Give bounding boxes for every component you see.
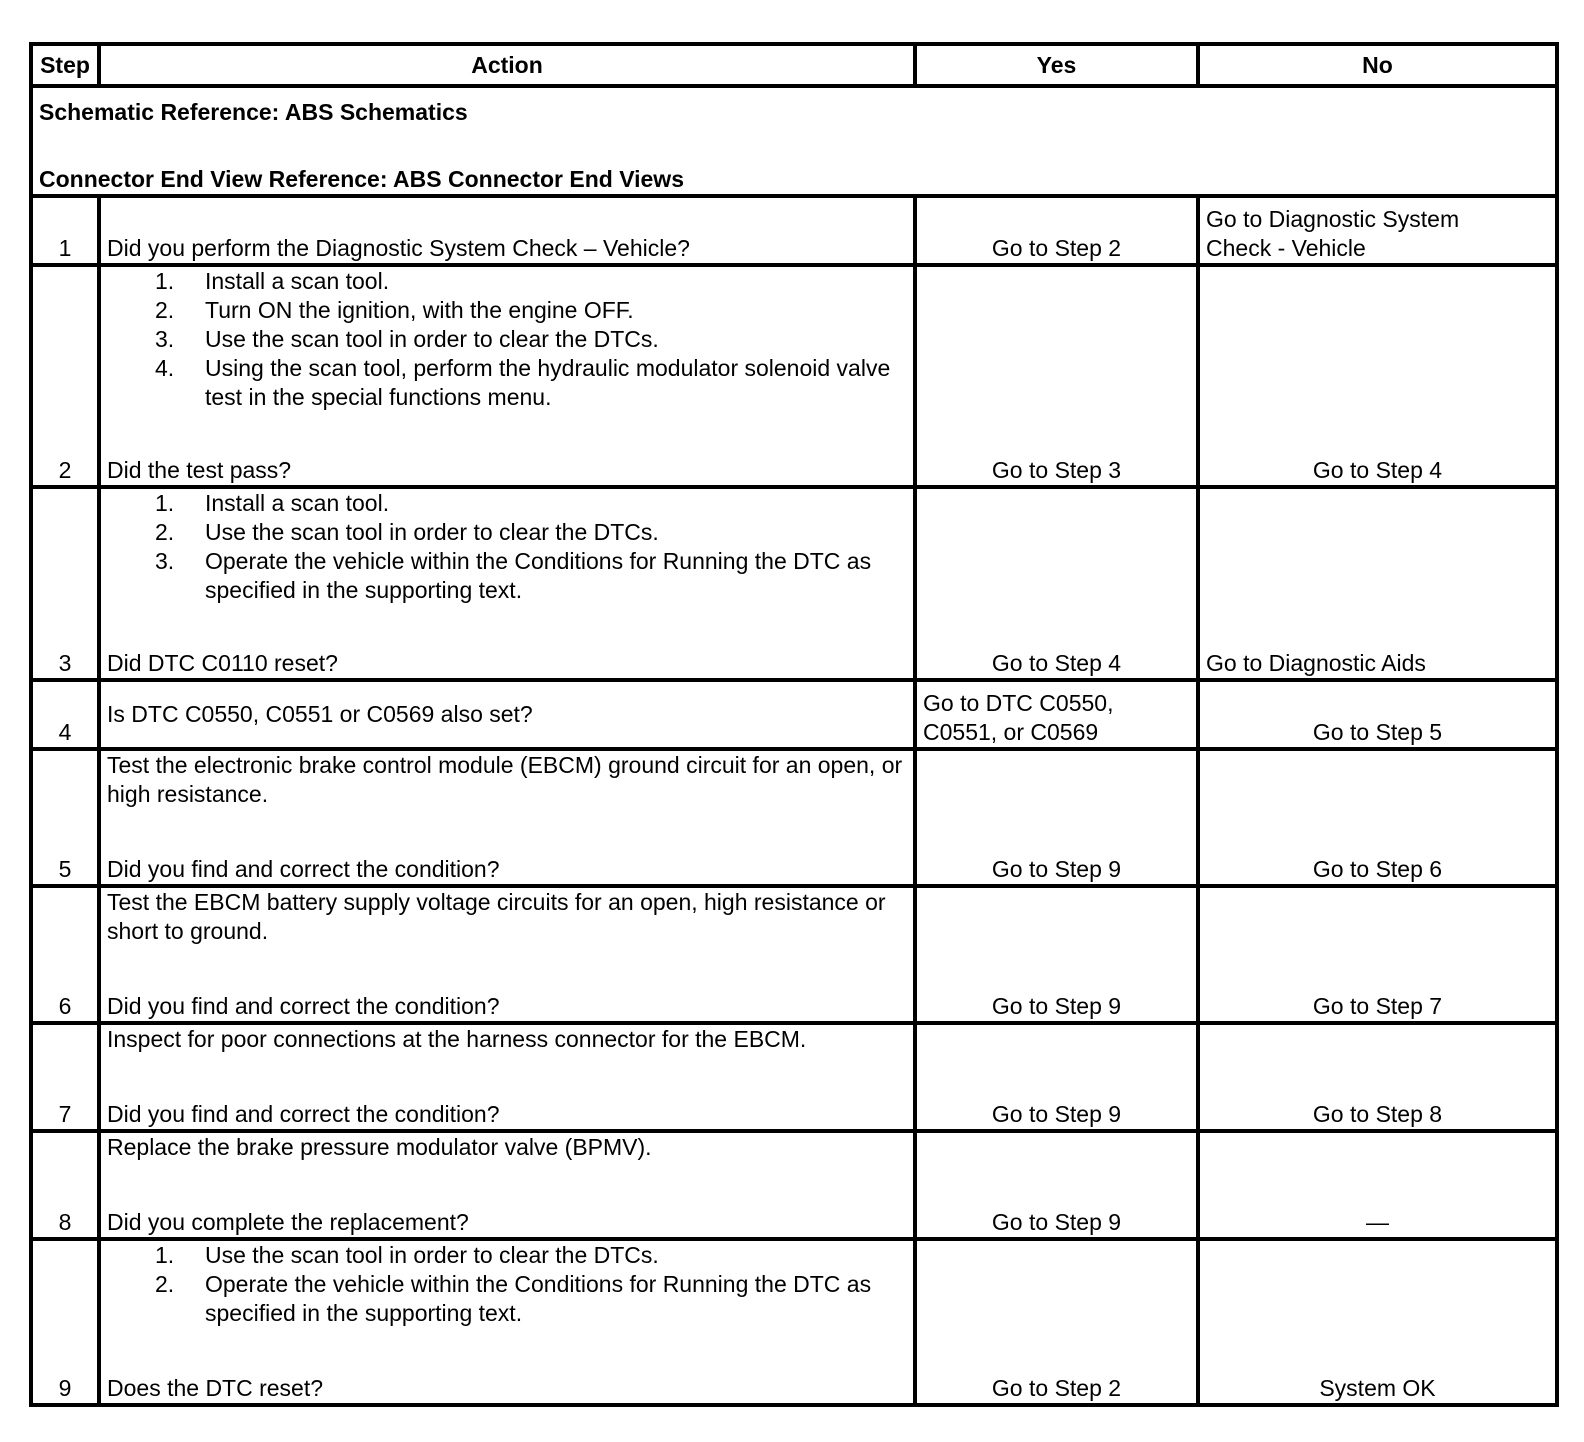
step-number: 8 [31,1131,99,1239]
yes-line-1: Go to DTC C0550, [923,690,1114,716]
instruction-list [107,267,907,412]
action-cell [99,1239,915,1405]
no-cell: Go to Step 5 [1198,680,1557,749]
header-row [31,44,1557,86]
yes-cell: Go to Step 9 [915,1131,1198,1239]
step-number: 7 [31,1023,99,1131]
action-cell [99,680,915,749]
yes-cell: Go to Step 9 [915,749,1198,886]
no-cell: — [1198,1131,1557,1239]
header-step: Step [31,44,99,86]
yes-cell: Go to Step 3 [915,265,1198,487]
action-cell [99,487,915,680]
header-no: No [1198,44,1557,86]
list-item: 2. Operate the vehicle within the Conditions for Running the DTC as specified in the supporting text. [155,1271,872,1326]
action-text: Is DTC C0550, C0551 or C0569 also set? [107,701,533,727]
list-item: 3. Operate the vehicle within the Conditions for Running the DTC as specified in the supporting text. [155,548,872,603]
schematic-reference: Schematic Reference: ABS Schematics [39,99,468,125]
action-question: Did the test pass? [107,457,292,483]
table-row [31,680,1557,749]
table-row [31,196,1557,265]
table-row [31,749,1557,886]
action-question: Does the DTC reset? [107,1375,324,1401]
action-text: Test the electronic brake control module (EBCM) ground circuit for an open, or high resistance. [107,752,903,807]
table-row [31,1023,1557,1131]
action-cell [99,1131,915,1239]
action-question: Did you complete the replacement? [107,1209,469,1235]
instruction-list [107,489,907,605]
no-cell: System OK [1198,1239,1557,1405]
table-row [31,1239,1557,1405]
yes-cell: Go to Step 2 [915,1239,1198,1405]
list-item: 1. Install a scan tool. [155,268,390,294]
list-item: 1. Use the scan tool in order to clear the DTCs. [155,1242,659,1268]
no-cell: Go to Step 6 [1198,749,1557,886]
table-row [31,886,1557,1023]
table-row [31,487,1557,680]
no-line-2: Check - Vehicle [1206,235,1366,261]
action-cell [99,265,915,487]
list-item: 3. Use the scan tool in order to clear the DTCs. [155,326,659,352]
no-cell [1198,196,1557,265]
action-text: Did you perform the Diagnostic System Check – Vehicle? [107,235,690,261]
step-number: 3 [31,487,99,680]
action-text: Inspect for poor connections at the harness connector for the EBCM. [107,1026,807,1052]
no-cell: Go to Step 4 [1198,265,1557,487]
action-question: Did you find and correct the condition? [107,1101,500,1127]
no-cell: Go to Diagnostic Aids [1198,487,1557,680]
table-row [31,1131,1557,1239]
table-row [31,265,1557,487]
yes-line-2: C0551, or C0569 [923,719,1099,745]
step-number: 1 [31,196,99,265]
reference-cell [31,86,1557,196]
step-number: 6 [31,886,99,1023]
header-action: Action [99,44,915,86]
yes-cell [915,680,1198,749]
action-cell [99,196,915,265]
header-yes: Yes [915,44,1198,86]
yes-cell: Go to Step 9 [915,1023,1198,1131]
list-item: 2. Use the scan tool in order to clear the DTCs. [155,519,659,545]
diagnostic-table [29,42,1559,1407]
list-item: 2. Turn ON the ignition, with the engine OFF. [155,297,634,323]
action-cell [99,1023,915,1131]
list-item: 1. Install a scan tool. [155,490,390,516]
step-number: 4 [31,680,99,749]
connector-reference: Connector End View Reference: ABS Connector End Views [39,166,684,192]
action-text: Replace the brake pressure modulator valve (BPMV). [107,1134,652,1160]
no-line-1: Go to Diagnostic System [1206,206,1460,232]
action-question: Did you find and correct the condition? [107,856,500,882]
action-question: Did DTC C0110 reset? [107,650,338,676]
list-item: 4. Using the scan tool, perform the hydraulic modulator solenoid valve test in the special functions menu. [155,355,891,410]
step-number: 2 [31,265,99,487]
step-number: 5 [31,749,99,886]
action-cell [99,886,915,1023]
no-cell: Go to Step 7 [1198,886,1557,1023]
action-text: Test the EBCM battery supply voltage circuits for an open, high resistance or short to ground. [107,889,886,944]
yes-cell: Go to Step 9 [915,886,1198,1023]
no-cell: Go to Step 8 [1198,1023,1557,1131]
action-cell [99,749,915,886]
reference-row [31,86,1557,196]
instruction-list [107,1241,907,1328]
action-question: Did you find and correct the condition? [107,993,500,1019]
yes-cell: Go to Step 2 [915,196,1198,265]
yes-cell: Go to Step 4 [915,487,1198,680]
step-number: 9 [31,1239,99,1405]
